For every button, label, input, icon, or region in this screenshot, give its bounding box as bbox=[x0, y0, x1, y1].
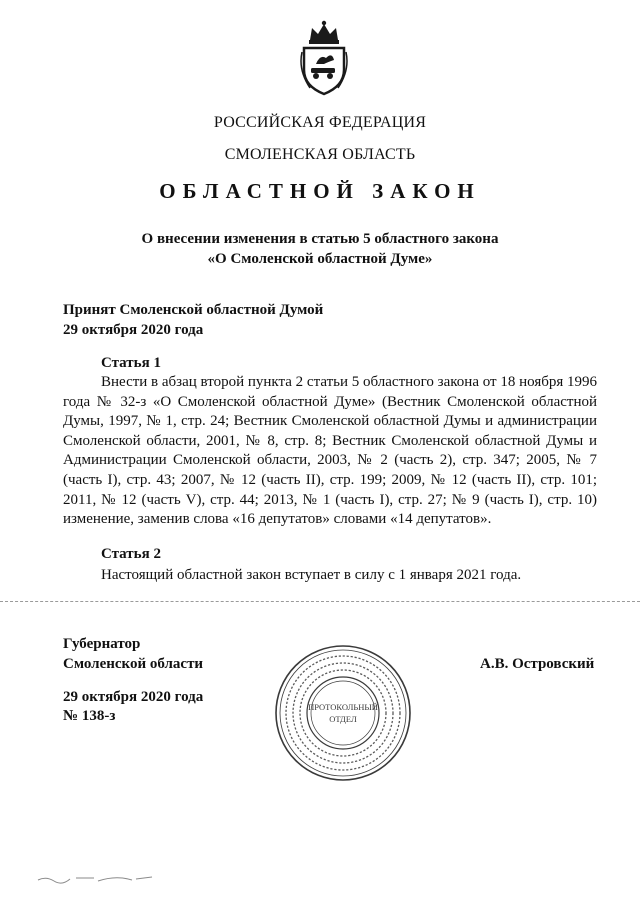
coat-of-arms-emblem bbox=[298, 18, 350, 98]
article-1-title: Статья 1 bbox=[101, 355, 161, 371]
country-name: РОССИЙСКАЯ ФЕДЕРАЦИЯ bbox=[213, 114, 427, 131]
document-type: ОБЛАСТНОЙ ЗАКОН bbox=[159, 179, 481, 203]
adoption-line-1: Принят Смоленской областной Думой bbox=[63, 302, 324, 318]
signing-info bbox=[63, 688, 203, 726]
governor-name: А.В. Островский bbox=[480, 656, 595, 672]
stamp-text-line-1: ПРОТОКОЛЬНЫЙ bbox=[308, 702, 378, 712]
article-2-title: Статья 2 bbox=[101, 546, 161, 562]
governor-title: Губернатор bbox=[63, 636, 141, 652]
subject-line-1: О внесении изменения в статью 5 областного закона bbox=[141, 231, 499, 247]
law-number: № 138-з bbox=[63, 708, 116, 724]
scan-artifact bbox=[36, 872, 156, 886]
law-subject bbox=[0, 229, 640, 269]
scan-divider-line bbox=[0, 601, 640, 602]
governor-region: Смоленской области bbox=[63, 656, 204, 672]
signing-date: 29 октября 2020 года bbox=[63, 689, 204, 705]
article-1-text: Внести в абзац второй пункта 2 статьи 5 областного закона от 18 ноября 1996 года № 32-з «О Смоленской областной Думе» (Вестник Смоленской областной Думы, 1997, № 1, стр. 24; Вестник Смоленской областной Думы и администрации Смоленской области, 2001, № 8, стр. 8; Вестник Смоленской областной Думы и Администрации Смоленской области, 2003, № 2 (часть 2), стр. 347; 2005, № 7 (часть I), стр. 43; 2007, № 12 (часть II), стр. 199; 2009, № 12 (часть II), стр. 101; 2011, № 12 (часть V), стр. 44; 2013, № 1 (часть I), стр. 27; № 9 (часть I), стр. 10) изменение, заменив слова «16 депутатов» словами «14 депутатов». bbox=[63, 374, 598, 528]
official-stamp bbox=[272, 642, 414, 784]
governor-position bbox=[63, 634, 203, 674]
adoption-info bbox=[63, 300, 323, 340]
region-name: СМОЛЕНСКАЯ ОБЛАСТЬ bbox=[224, 146, 416, 163]
subject-line-2: «О Смоленской областной Думе» bbox=[207, 251, 433, 267]
adoption-date: 29 октября 2020 года bbox=[63, 322, 204, 338]
stamp-text-line-2: ОТДЕЛ bbox=[329, 714, 357, 724]
article-2-text: Настоящий областной закон вступает в силу с 1 января 2021 года. bbox=[101, 567, 522, 583]
